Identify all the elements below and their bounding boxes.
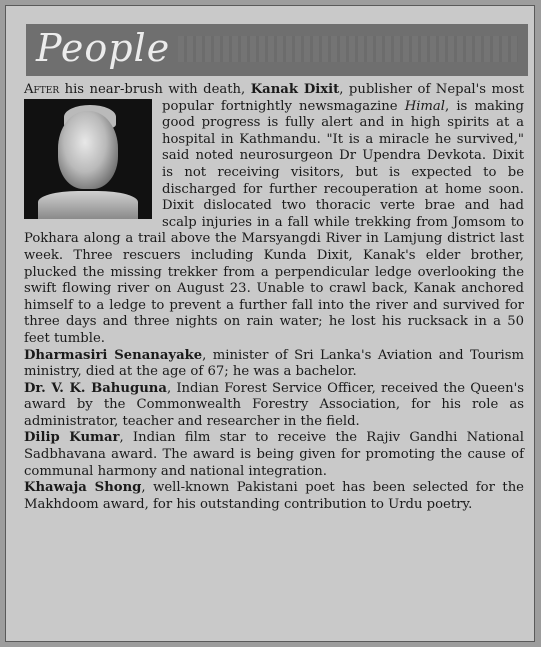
section-banner xyxy=(26,24,528,76)
news-item xyxy=(24,381,524,431)
person-name: Dharmasiri Senanayake xyxy=(24,347,203,363)
photo-collar xyxy=(38,191,138,219)
section-title: People xyxy=(36,26,171,70)
lead-text-b: , is making good progress is fully alert and in high spirits at a hospital in Kathmandu. "It is a miracle he survived," said noted neurosurgeon Dr Upendra Devkota. Dixit is not receiving visitors, but is expected to be discharged for further recouperation at home soon. Dixit dislocated two thoracic verte brae and had scalp injuries in a fall while trekking from Jomsom to Pokhara along a trail above the Marsyangdi River in Lamjung district last week. Three rescuers including Kunda Dixit, Kanak's elder brother, plucked the missing trekker from a perpendicular ledge overlooking the swift flowing river on August 23. Unable to crawl back, Kanak anchored himself to a ledge to prevent a further fall into the river and survived for three days and three nights on rain water; he lost his rucksack in a 50 feet tumble. xyxy=(24,98,524,346)
article-body xyxy=(24,82,524,513)
news-item-text: , minister of Sri Lanka's Aviation and Tourism ministry, died at the age of 67; he was a bachelor. xyxy=(24,347,524,380)
person-name: Dilip Kumar xyxy=(24,430,120,446)
news-item-text: , Indian film star to receive the Rajiv Gandhi National Sadbhavana award. The award is being given for promoting the cause of communal harmony and national integration. xyxy=(24,430,525,479)
photo-face xyxy=(58,111,118,189)
lead-smallcaps: After xyxy=(24,82,60,97)
magazine-name: Himal xyxy=(404,98,445,114)
news-item xyxy=(24,480,524,513)
person-name-kanak-dixit: Kanak Dixit xyxy=(250,82,340,97)
person-name: Dr. V. K. Bahuguna xyxy=(24,380,167,396)
news-item-text: , well-known Pakistani poet has been selected for the Makhdoom award, for his outstanding contribution to Urdu poetry. xyxy=(24,480,524,512)
lead-paragraph xyxy=(24,82,524,348)
lead-text: his near-brush with death, xyxy=(59,82,251,97)
person-name: Khawaja Shong xyxy=(24,480,142,496)
news-item xyxy=(24,430,524,480)
news-item xyxy=(24,348,524,381)
banner-texture xyxy=(178,36,518,62)
news-item-text: , Indian Forest Service Officer, received the Queen's award by the Commonwealth Forestry Association, for his role as administrator, teacher and researcher in the field. xyxy=(24,380,524,429)
lead-text-a: , publisher of Nepal's most popular fortnightly newsmagazine xyxy=(162,82,525,114)
portrait-photo xyxy=(24,99,152,219)
